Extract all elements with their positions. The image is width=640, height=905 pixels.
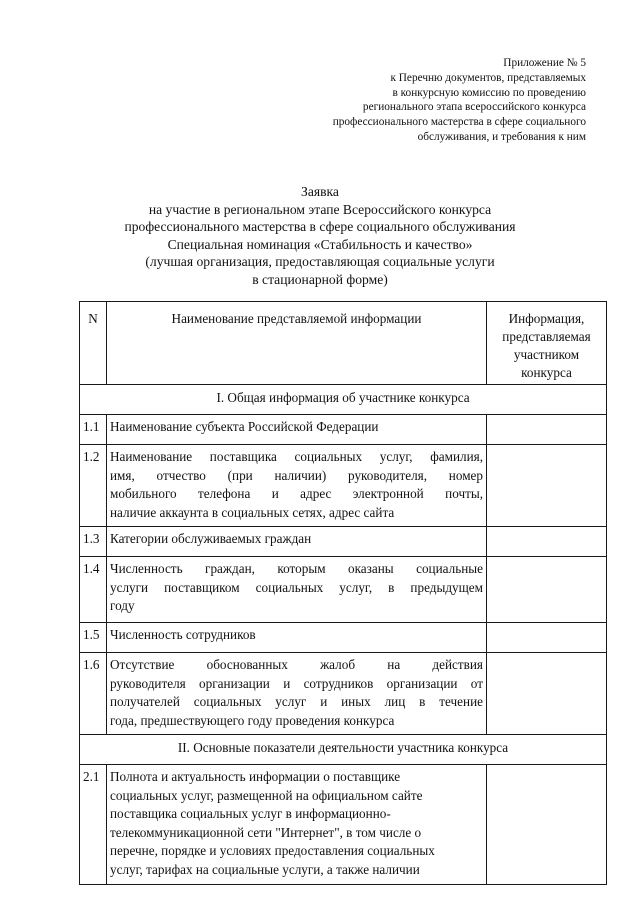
appendix-line: профессионального мастерства в сфере социального [332,116,586,129]
row-info-cell[interactable] [487,527,607,557]
row-name-line: Полнота и актуальность информации о поставщике [110,769,401,784]
row-name-line: получателей социальных услуг и иных лиц в течение [110,694,483,710]
row-name [107,765,487,885]
row-name-line: перечне, порядке и условиях предоставления социальных [110,843,435,859]
row-name-line: года, предшествующего году проведения конкурса [110,712,395,728]
title-line: профессионального мастерства в сфере социального обслуживания [124,219,516,235]
row-name-line: Численность сотрудников [110,627,256,642]
appendix-line: регионального этапа всероссийского конкурса [362,101,586,114]
row-name-line: телекоммуникационной сети "Интернет", в том числе о [110,824,422,840]
header-info-line: участником [513,347,580,362]
row-name-line: руководителя организации и сотрудников организации от [110,675,483,691]
appendix-line: к Перечню документов, представляемых [390,71,586,84]
row-number: 2.1 [80,765,107,885]
table-row [80,623,607,653]
row-info-cell[interactable] [487,653,607,735]
header-info [487,302,607,385]
row-number: 1.4 [80,557,107,623]
header-info-line: конкурса [521,365,572,380]
appendix-line: обслуживания, и требования к ним [417,130,586,143]
table-row [80,527,607,557]
row-name [107,557,487,623]
row-name [107,653,487,735]
row-name-line: Отсутствие обоснованных жалоб на действия [110,657,483,672]
row-number: 1.5 [80,623,107,653]
row-name-line: поставщика социальных услуг в информационно- [110,806,391,822]
row-info-cell[interactable] [487,765,607,885]
row-name-line: наличие аккаунта в социальных сетях, адрес сайта [110,504,395,520]
title-line: Специальная номинация «Стабильность и качество» [167,236,473,252]
title-line: в стационарной форме) [252,271,388,287]
section-row [80,735,607,765]
section-title: I. Общая информация об участнике конкурса [80,385,607,415]
row-name [107,445,487,527]
row-number: 1.3 [80,527,107,557]
row-name-line: услуги поставщиком социальных услуг, в предыдущем [110,579,483,595]
row-name [107,527,487,557]
header-number: N [80,302,107,385]
appendix-reference [266,56,586,145]
row-number: 1.2 [80,445,107,527]
title-line: (лучшая организация, предоставляющая социальные услуги [145,254,495,270]
row-name-line: Наименование поставщика социальных услуг, фамилия, [110,449,483,464]
table-row [80,445,607,527]
header-name: Наименование представляемой информации [107,302,487,385]
table-header-row [80,302,607,385]
row-name-line: Численность граждан, которым оказаны социальные [110,561,483,576]
row-name-line: году [110,598,135,614]
row-name [107,623,487,653]
row-info-cell[interactable] [487,445,607,527]
row-name-line: Наименование субъекта Российской Федерации [110,419,379,434]
row-info-cell[interactable] [487,623,607,653]
row-number: 1.6 [80,653,107,735]
appendix-line: в конкурсную комиссию по проведению [392,86,586,99]
table-row [80,557,607,623]
title-line: Заявка [301,184,339,199]
title-line: на участие в региональном этапе Всероссийского конкурса [148,201,492,217]
table-row [80,653,607,735]
header-info-line: Информация, [508,311,585,326]
section-title: II. Основные показатели деятельности участника конкурса [80,735,607,765]
row-name-line: социальных услуг, размещенной на официальном сайте [110,787,423,803]
application-table [79,301,607,885]
row-info-cell[interactable] [487,415,607,445]
row-name-line: услуг, тарифах на социальные услуги, а также наличии [110,861,420,877]
row-name-line: имя, отчество (при наличии) руководителя, номер [110,467,483,483]
row-info-cell[interactable] [487,557,607,623]
appendix-line: Приложение № 5 [503,57,586,69]
row-name-line: Категории обслуживаемых граждан [110,531,312,546]
section-row [80,385,607,415]
row-number: 1.1 [80,415,107,445]
row-name [107,415,487,445]
table-row [80,415,607,445]
document-title [0,183,640,289]
header-info-line: представляемая [502,329,591,344]
table-row [80,765,607,885]
row-name-line: мобильного телефона и адрес электронной почты, [110,486,483,502]
